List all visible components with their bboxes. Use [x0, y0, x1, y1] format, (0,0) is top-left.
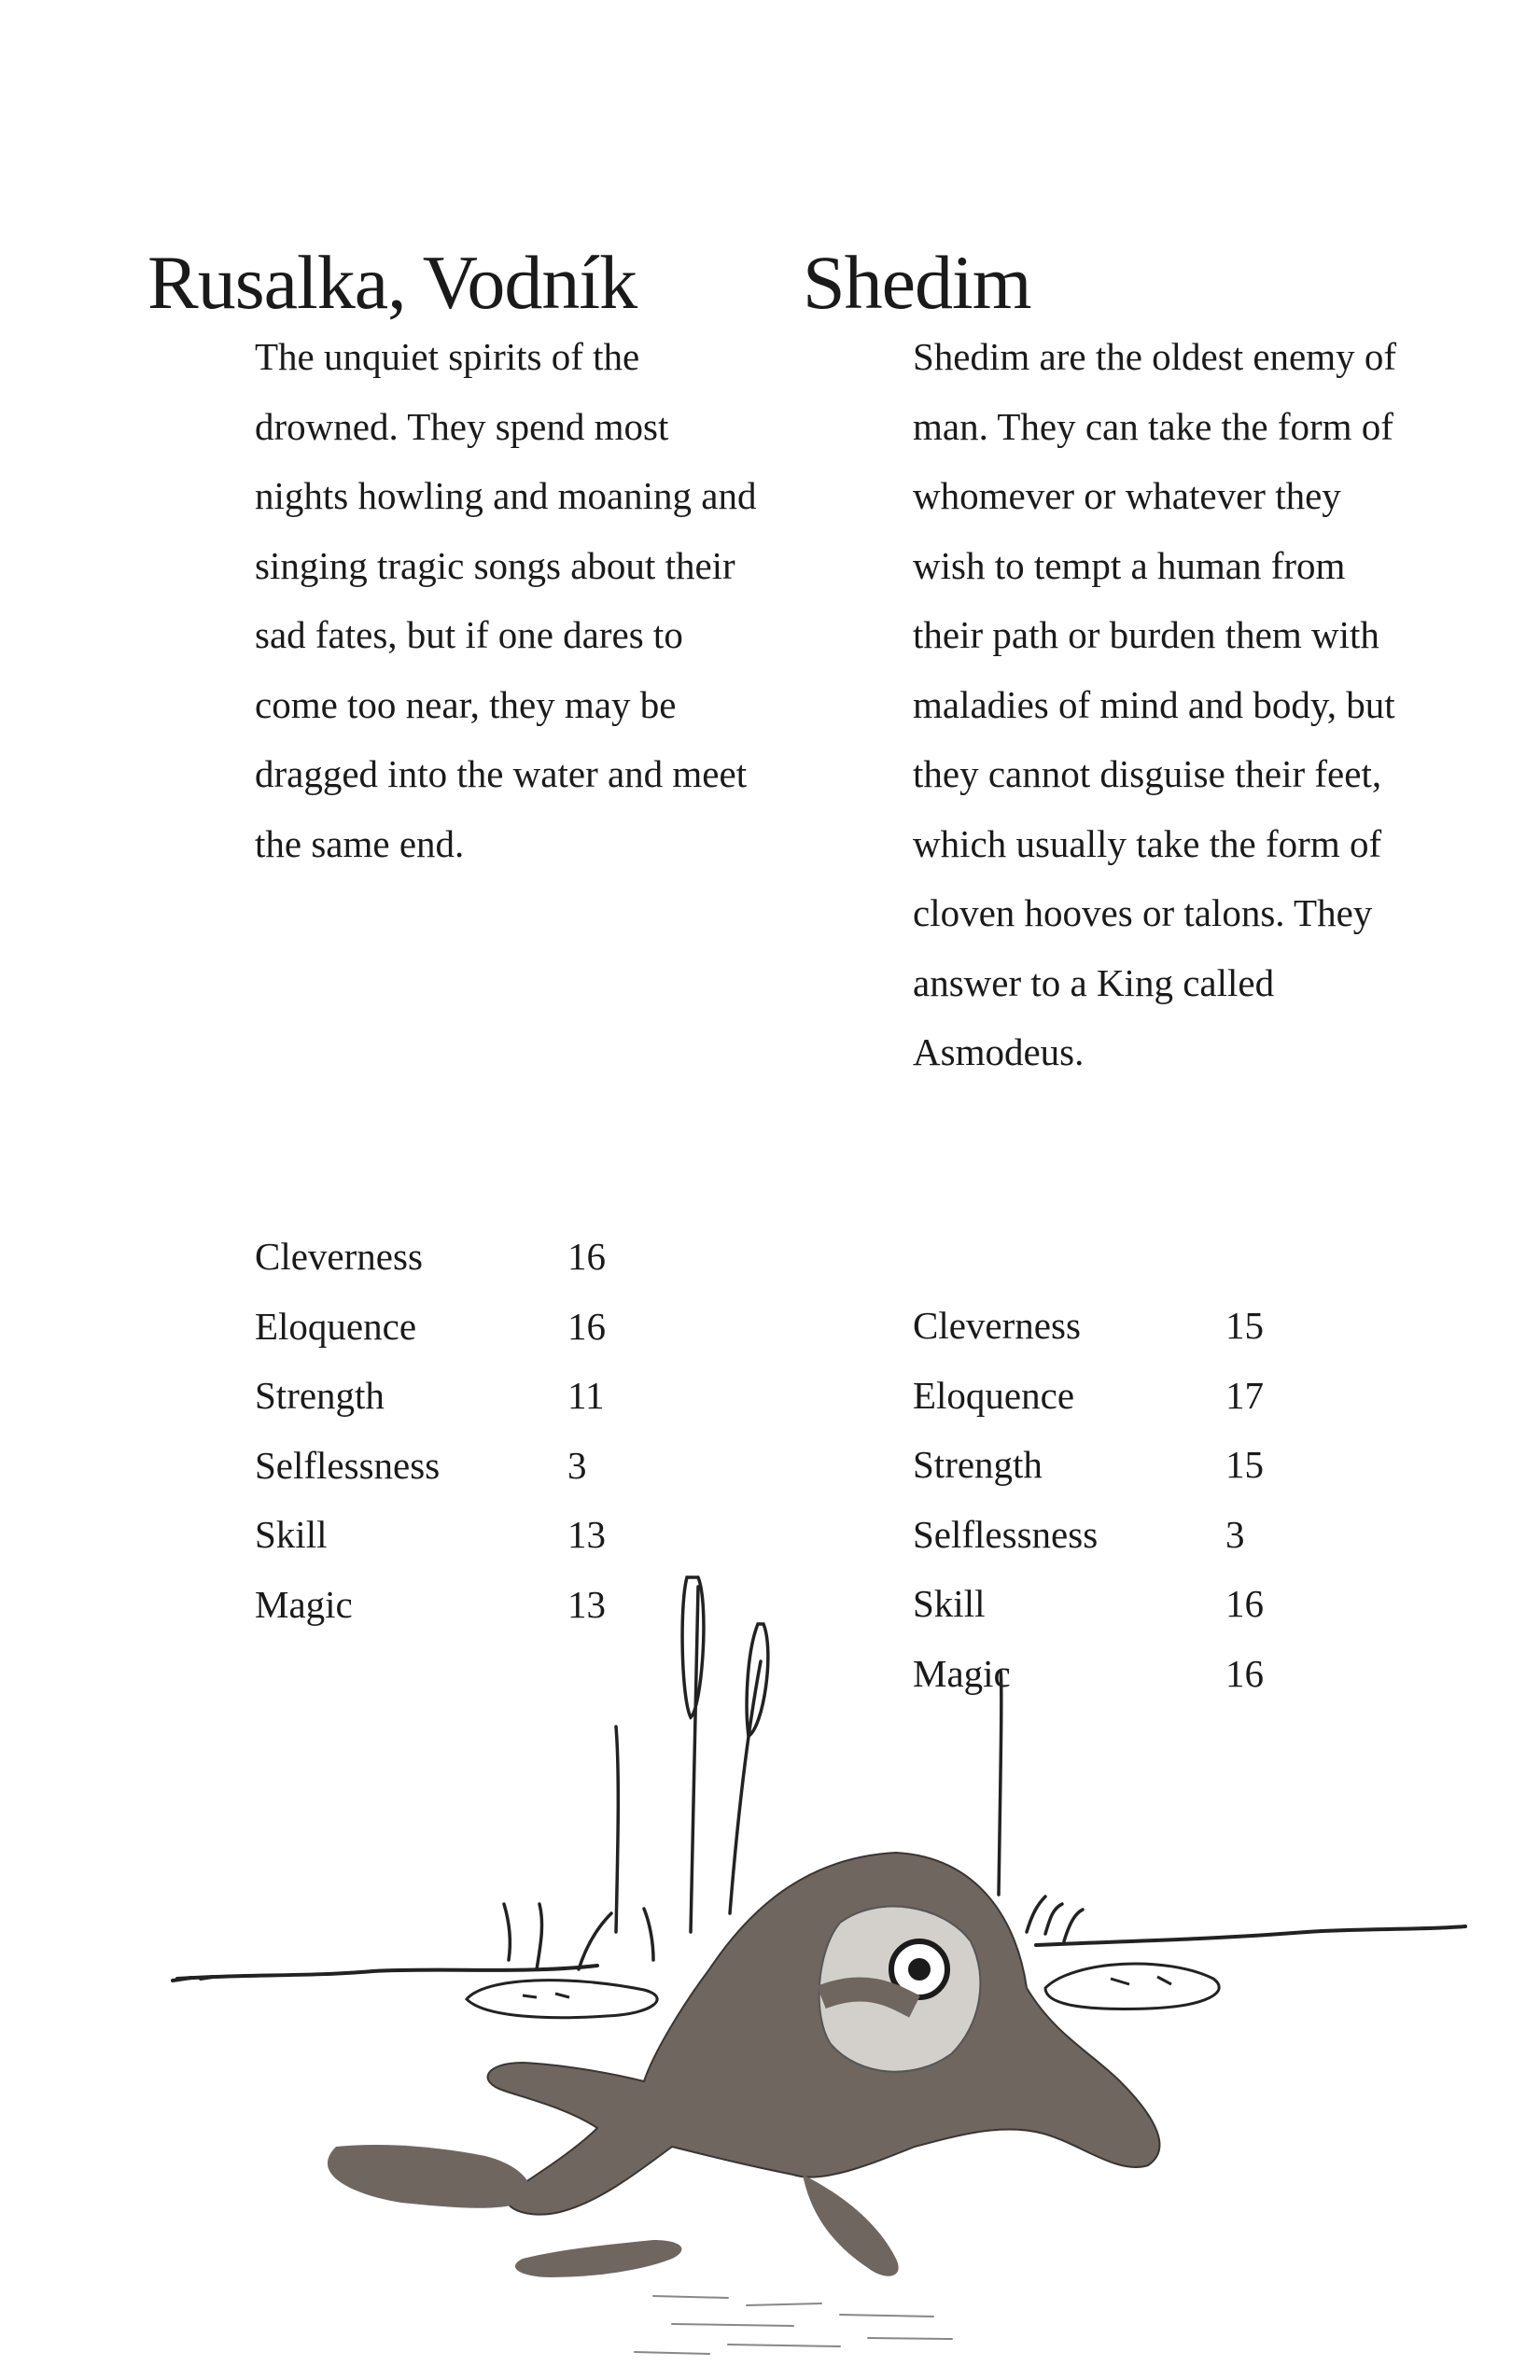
stat-label: Selflessness [255, 1443, 441, 1487]
hair-strand-icon [515, 2240, 681, 2277]
stat-value: 15 [1225, 1304, 1264, 1347]
shedim-description: Shedim are the oldest enemy of man. They can take the form of whomever or whatever they wish to tempt a human from their path or burden them with maladies of mind and body, but they cannot disguise their feet, which usually take the form of cloven hooves or talons. They answer to a King called Asmodeus. [913, 335, 1397, 1073]
stat-label: Eloquence [255, 1304, 417, 1348]
hair-strand-icon [328, 2145, 530, 2208]
shedim-title: Shedim [803, 240, 1031, 325]
stat-value: 15 [1225, 1443, 1264, 1486]
pupil-icon [908, 1958, 931, 1981]
water-ripples [635, 2296, 952, 2354]
stat-value: 17 [1225, 1373, 1264, 1417]
hair-strand-icon [803, 2175, 899, 2276]
stat-label: Magic [913, 1651, 1011, 1695]
stat-value: 11 [567, 1374, 605, 1417]
stat-label: Skill [913, 1582, 986, 1625]
stat-label: Magic [255, 1582, 353, 1626]
rusalka-title: Rusalka, Vodník [147, 240, 637, 325]
stat-label: Strength [255, 1374, 385, 1417]
stat-value: 16 [567, 1235, 606, 1278]
stat-label: Cleverness [913, 1304, 1081, 1347]
stat-value: 3 [1225, 1512, 1245, 1556]
stat-label: Skill [255, 1513, 328, 1556]
stat-label: Selflessness [913, 1512, 1099, 1556]
stat-label: Cleverness [255, 1235, 423, 1278]
rusalka-pond-illustration [0, 1531, 1540, 2371]
stat-value: 13 [567, 1513, 606, 1556]
rusalka-description: The unquiet spirits of the drowned. They spend most nights howling and moaning and singing tragic songs about their sad fates, but if one dares to come too near, they may be dragged into the water and meet the same end. [255, 335, 757, 865]
stat-label: Strength [913, 1443, 1043, 1486]
stat-value: 16 [1225, 1582, 1264, 1625]
stat-label: Eloquence [913, 1373, 1075, 1417]
stat-value: 3 [567, 1443, 587, 1487]
stat-value: 16 [567, 1304, 606, 1348]
stat-value: 13 [567, 1582, 606, 1626]
stat-value: 16 [1225, 1651, 1264, 1695]
